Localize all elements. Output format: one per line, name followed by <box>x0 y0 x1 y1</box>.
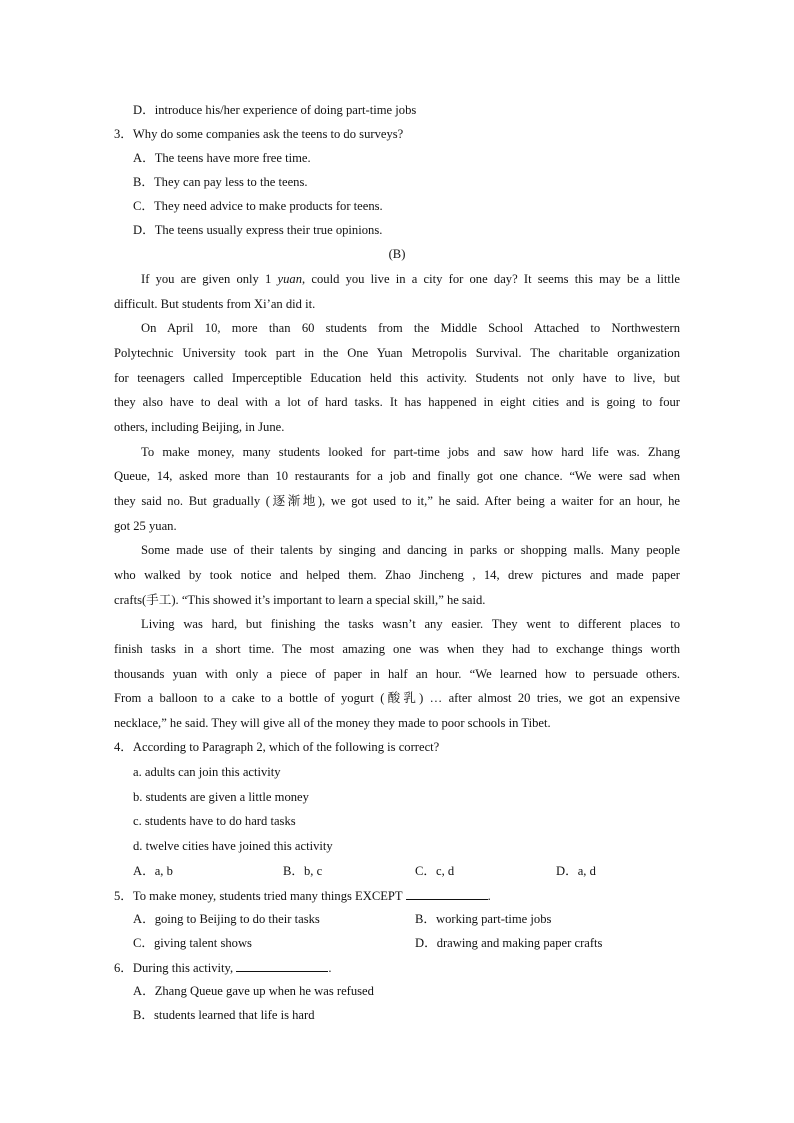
q5-option-b: B．working part-time jobs <box>415 912 552 926</box>
passage-p3-line: they said no. But gradually (逐渐地), we got used to it,” he said. After being a waiter for an hour, he <box>114 494 680 508</box>
passage-p4-line: Some made use of their talents by singing and dancing in parks or shopping malls. Many people <box>141 543 680 557</box>
section-heading: (B) <box>388 247 406 261</box>
q4-item-b: b. students are given a little money <box>133 790 309 804</box>
passage-p2-line: they also have to deal with a lot of hard tasks. It has happened in eight cities and is going to four <box>114 395 680 409</box>
q5-option-c: C．giving talent shows <box>133 936 252 950</box>
q6-option-b: B．students learned that life is hard <box>133 1008 315 1022</box>
q3-option-c: C．They need advice to make products for teens. <box>133 199 383 213</box>
q3-stem: 3．Why do some companies ask the teens to do surveys? <box>114 127 404 141</box>
q4-stem: 4．According to Paragraph 2, which of the following is correct? <box>114 740 440 754</box>
q4-item-a: a. adults can join this activity <box>133 765 281 779</box>
q4-option-d: D．a, d <box>556 864 596 878</box>
passage-p1-line2: difficult. But students from Xi’an did it. <box>114 297 316 311</box>
q5-option-d: D．drawing and making paper crafts <box>415 936 603 950</box>
passage-p5-line: thousands yuan with only a piece of paper in half an hour. “We learned how to persuade others. <box>114 667 680 681</box>
q3-option-a: A．The teens have more free time. <box>133 151 311 165</box>
q5-stem: 5．To make money, students tried many things EXCEPT . <box>114 889 491 903</box>
passage-p5-line: Living was hard, but finishing the tasks wasn’t any easier. They went to different places to <box>141 617 680 631</box>
passage-p4-line: who walked by took notice and helped them. Zhao Jincheng , 14, drew pictures and made paper <box>114 568 680 582</box>
passage-p2-line: On April 10, more than 60 students from the Middle School Attached to Northwestern <box>141 321 680 335</box>
passage-p5-line: finish tasks in a short time. The most amazing one was when they had to exchange things worth <box>114 642 680 656</box>
passage-p1-line1: If you are given only 1 yuan, could you live in a city for one day? It seems this may be a little <box>141 272 680 286</box>
q4-item-d: d. twelve cities have joined this activity <box>133 839 333 853</box>
passage-p5-line: From a balloon to a cake to a bottle of yogurt (酸乳) … after almost 20 tries, we got an expensive <box>114 691 680 705</box>
q6-stem: 6．During this activity, . <box>114 961 332 975</box>
q4-option-a: A．a, b <box>133 864 173 878</box>
passage-p3-line: Queue, 14, asked more than 10 restaurants for a job and finally got one chance. “We were sad when <box>114 469 680 483</box>
passage-p4-line: crafts(手工). “This showed it’s important to learn a special skill,” he said. <box>114 593 486 607</box>
q4-option-c: C．c, d <box>415 864 455 878</box>
q3-option-b: B．They can pay less to the teens. <box>133 175 308 189</box>
passage-p2-line: for teenagers called Imperceptible Education held this activity. Students not only have to live, but <box>114 371 680 385</box>
answer-blank <box>236 959 328 972</box>
q3-option-d: D．The teens usually express their true opinions. <box>133 223 383 237</box>
passage-p3-line: To make money, many students looked for part-time jobs and saw how hard life was. Zhang <box>141 445 680 459</box>
passage-p5-line: necklace,” he said. They will give all of the money they made to poor schools in Tibet. <box>114 716 551 730</box>
q6-option-a: A．Zhang Queue gave up when he was refused <box>133 984 374 998</box>
q4-option-b: B．b, c <box>283 864 323 878</box>
q4-item-c: c. students have to do hard tasks <box>133 814 296 828</box>
passage-p3-line: got 25 yuan. <box>114 519 177 533</box>
q2-option-d: D．introduce his/her experience of doing part-time jobs <box>133 103 417 117</box>
passage-p2-line: others, including Beijing, in June. <box>114 420 285 434</box>
answer-blank <box>406 887 488 900</box>
passage-p2-line: Polytechnic University took part in the One Yuan Metropolis Survival. The charitable organization <box>114 346 680 360</box>
q5-option-a: A．going to Beijing to do their tasks <box>133 912 320 926</box>
